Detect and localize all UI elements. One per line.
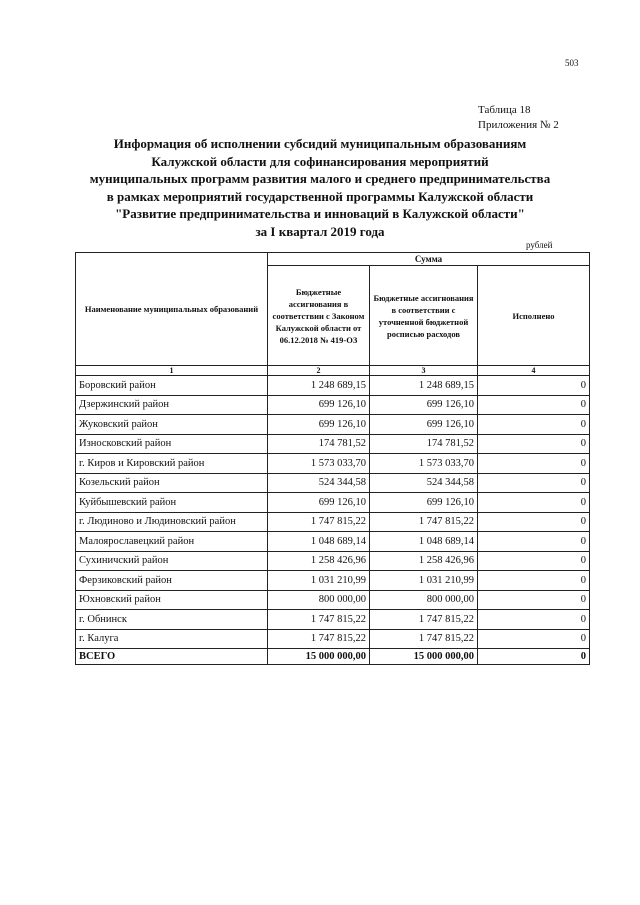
table-row (76, 590, 590, 610)
table-row (76, 610, 590, 630)
total-label: ВСЕГО (76, 649, 268, 665)
table-row (76, 434, 590, 454)
municipality-name: г. Обнинск (76, 610, 268, 630)
law-allocation: 1 747 815,22 (268, 610, 370, 630)
refined-allocation: 1 248 689,15 (370, 376, 478, 396)
page-number: 503 (565, 58, 579, 68)
executed-amount: 0 (478, 590, 590, 610)
refined-allocation: 1 747 815,22 (370, 610, 478, 630)
refined-allocation: 1 048 689,14 (370, 532, 478, 552)
municipality-name: Куйбышевский район (76, 493, 268, 513)
executed-amount: 0 (478, 571, 590, 591)
header-law-allocations: Бюджетные ассигнования в соответствии с Законом Калужской области от 06.12.2018 № 419-ОЗ (268, 266, 370, 366)
refined-allocation: 1 573 033,70 (370, 454, 478, 474)
refined-allocation: 1 747 815,22 (370, 512, 478, 532)
municipality-name: Износковский район (76, 434, 268, 454)
total-refined: 15 000 000,00 (370, 649, 478, 665)
municipality-name: Дзержинский район (76, 395, 268, 415)
refined-allocation: 1 258 426,96 (370, 551, 478, 571)
law-allocation: 524 344,58 (268, 473, 370, 493)
law-allocation: 1 258 426,96 (268, 551, 370, 571)
table-row (76, 376, 590, 396)
law-allocation: 1 048 689,14 (268, 532, 370, 552)
table-row (76, 493, 590, 513)
document-title (60, 135, 580, 240)
municipality-name: г. Людиново и Людиновский район (76, 512, 268, 532)
executed-amount: 0 (478, 551, 590, 571)
municipality-name: Малоярославецкий район (76, 532, 268, 552)
law-allocation: 699 126,10 (268, 415, 370, 435)
refined-allocation: 524 344,58 (370, 473, 478, 493)
table-row (76, 551, 590, 571)
total-law: 15 000 000,00 (268, 649, 370, 665)
law-allocation: 699 126,10 (268, 395, 370, 415)
executed-amount: 0 (478, 395, 590, 415)
executed-amount: 0 (478, 376, 590, 396)
law-allocation: 1 747 815,22 (268, 512, 370, 532)
law-allocation: 174 781,52 (268, 434, 370, 454)
total-row (76, 649, 590, 665)
law-allocation: 1 031 210,99 (268, 571, 370, 591)
refined-allocation: 174 781,52 (370, 434, 478, 454)
law-allocation: 800 000,00 (268, 590, 370, 610)
title-line: "Развитие предпринимательства и инноваций в Калужской области" (115, 206, 525, 221)
header-executed: Исполнено (478, 266, 590, 366)
refined-allocation: 699 126,10 (370, 415, 478, 435)
executed-amount: 0 (478, 610, 590, 630)
executed-amount: 0 (478, 629, 590, 649)
table-row (76, 532, 590, 552)
executed-amount: 0 (478, 473, 590, 493)
total-executed: 0 (478, 649, 590, 665)
executed-amount: 0 (478, 454, 590, 474)
title-line: Информация об исполнении субсидий муниципальным образованиям (113, 136, 527, 151)
refined-allocation: 699 126,10 (370, 395, 478, 415)
column-number: 2 (268, 366, 370, 376)
table-row (76, 629, 590, 649)
municipality-name: Юхновский район (76, 590, 268, 610)
unit-label: рублей (526, 240, 553, 250)
municipality-name: Ферзиковский район (76, 571, 268, 591)
table-row (76, 512, 590, 532)
column-number: 4 (478, 366, 590, 376)
subsidy-table (75, 252, 590, 665)
municipality-name: Боровский район (76, 376, 268, 396)
executed-amount: 0 (478, 493, 590, 513)
law-allocation: 699 126,10 (268, 493, 370, 513)
title-line: муниципальных программ развития малого и среднего предпринимательства (89, 171, 551, 186)
table-row (76, 395, 590, 415)
law-allocation: 1 747 815,22 (268, 629, 370, 649)
header-refined-allocations: Бюджетные ассигнования в соответствии с уточненной бюджетной росписью расходов (370, 266, 478, 366)
table-row (76, 473, 590, 493)
table-reference: Таблица 18 (478, 104, 531, 116)
appendix-reference: Приложения № 2 (478, 119, 559, 131)
column-number: 1 (76, 366, 268, 376)
municipality-name: Жуковский район (76, 415, 268, 435)
column-number: 3 (370, 366, 478, 376)
executed-amount: 0 (478, 532, 590, 552)
executed-amount: 0 (478, 415, 590, 435)
refined-allocation: 1 747 815,22 (370, 629, 478, 649)
table-row (76, 415, 590, 435)
municipality-name: г. Киров и Кировский район (76, 454, 268, 474)
table-row (76, 571, 590, 591)
title-line: в рамках мероприятий государственной программы Калужской области (106, 188, 534, 204)
refined-allocation: 1 031 210,99 (370, 571, 478, 591)
municipality-name: Козельский район (76, 473, 268, 493)
table-body (76, 376, 590, 649)
title-line: Калужской области для софинансирования мероприятий (151, 153, 489, 169)
law-allocation: 1 573 033,70 (268, 454, 370, 474)
title-line: за I квартал 2019 года (255, 223, 385, 239)
law-allocation: 1 248 689,15 (268, 376, 370, 396)
municipality-name: Сухиничский район (76, 551, 268, 571)
executed-amount: 0 (478, 434, 590, 454)
table-row (76, 454, 590, 474)
executed-amount: 0 (478, 512, 590, 532)
header-sum: Сумма (268, 253, 590, 266)
header-municipality: Наименование муниципальных образований (76, 253, 268, 366)
municipality-name: г. Калуга (76, 629, 268, 649)
refined-allocation: 800 000,00 (370, 590, 478, 610)
refined-allocation: 699 126,10 (370, 493, 478, 513)
